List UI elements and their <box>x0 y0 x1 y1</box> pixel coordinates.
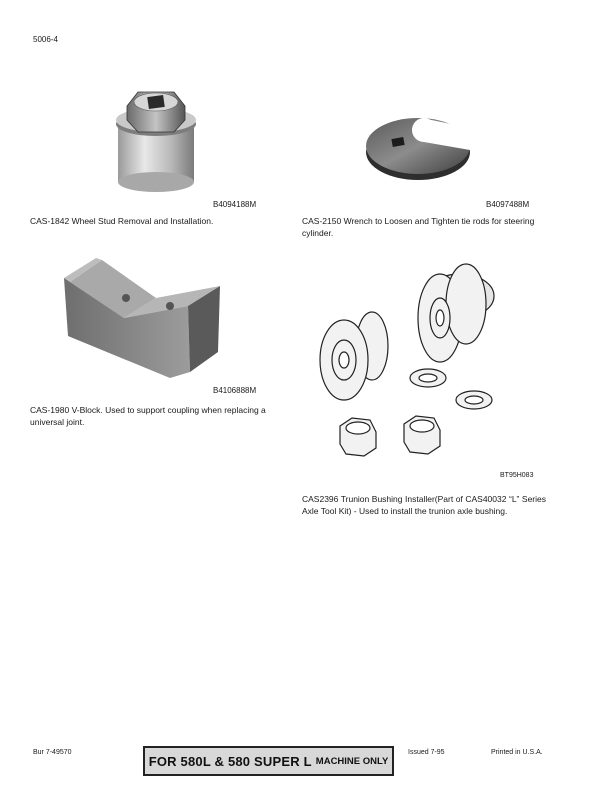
footer-document-number: Bur 7-49570 <box>33 749 72 756</box>
tool-1-caption: CAS-1842 Wheel Stud Removal and Installation. <box>30 216 214 226</box>
wheel-stud-tool-illustration <box>110 80 202 195</box>
tool-4-caption: CAS2396 Trunion Bushing Installer(Part of CAS40032 “L” Series Axle Tool Kit) - Used to install the trunion axle bushing. <box>302 494 546 516</box>
tool-3-code: B4106888M <box>213 386 257 395</box>
banner-small-text: MACHINE ONLY <box>315 755 389 767</box>
banner-main-text: FOR 580L & 580 SUPER L <box>148 753 312 769</box>
tool-4-code: BT95H083 <box>500 472 534 479</box>
tool-2-code: B4097488M <box>486 200 530 209</box>
footer-printed: Printed in U.S.A. <box>491 749 543 756</box>
tool-2-caption: CAS-2150 Wrench to Loosen and Tighten tie rods for steering cylinder. <box>302 216 535 238</box>
tie-rod-wrench-illustration <box>362 102 474 184</box>
v-block-illustration <box>60 252 220 382</box>
machine-banner <box>143 746 394 776</box>
trunion-bushing-installer-illustration <box>300 250 540 465</box>
page-number: 5006-4 <box>33 35 58 44</box>
tool-3-caption: CAS-1980 V-Block. Used to support coupling when replacing a universal joint. <box>30 405 266 427</box>
footer-issued: Issued 7-95 <box>408 749 445 756</box>
tool-1-code: B4094188M <box>213 200 257 209</box>
